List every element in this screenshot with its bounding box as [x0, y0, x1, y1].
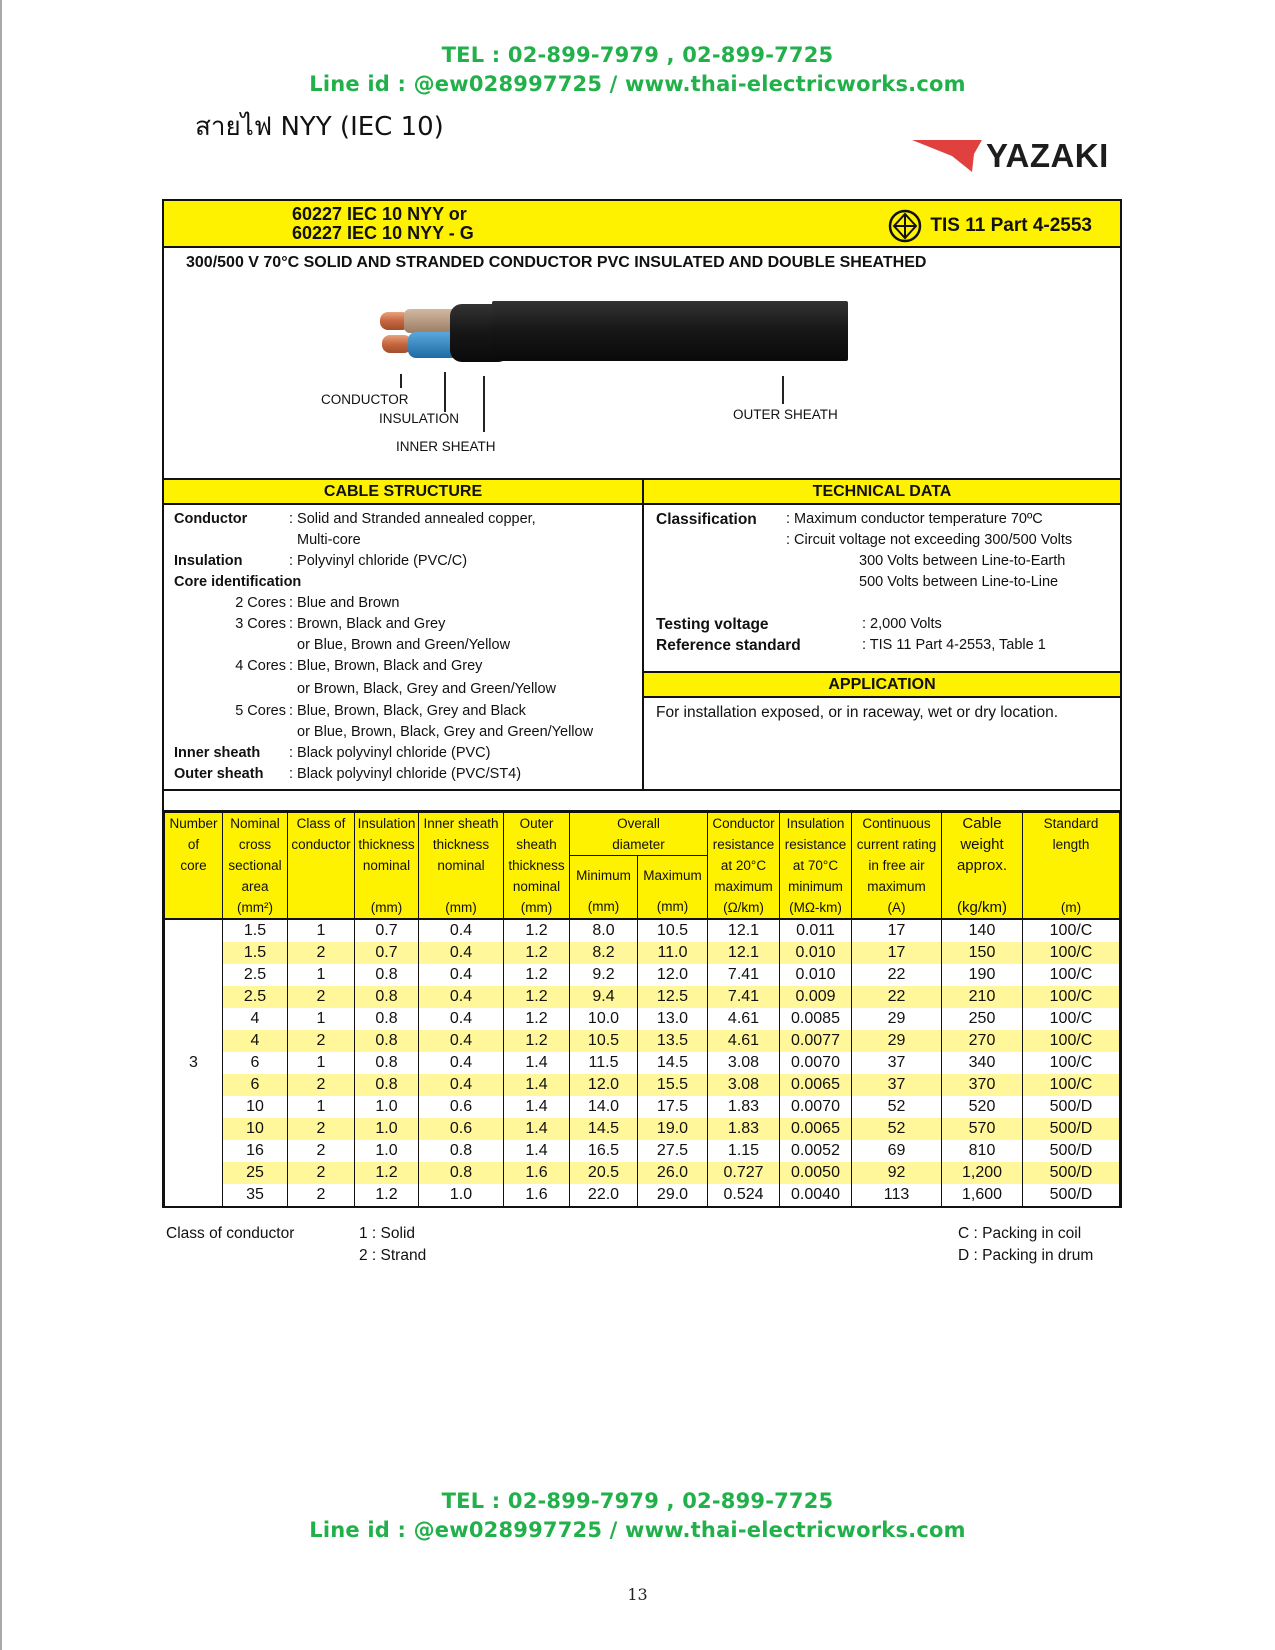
table-cell: 1.2 [504, 1008, 570, 1030]
model-name [292, 205, 474, 243]
table-cell: 14.5 [638, 1052, 708, 1074]
table-cell: 2 [288, 1140, 355, 1162]
testing-voltage-value: : 2,000 Volts [862, 616, 942, 632]
table-cell: 0.8 [355, 964, 419, 986]
outer-sheath-label: Outer sheath [174, 766, 264, 782]
table-cell: 0.7 [355, 942, 419, 964]
table-cell: 1.0 [355, 1118, 419, 1140]
table-cell: 2 [288, 1162, 355, 1184]
table-cell: 0.010 [780, 964, 852, 986]
table-row [165, 1162, 1120, 1184]
testing-voltage-label: Testing voltage [656, 616, 769, 633]
label-outer-sheath: OUTER SHEATH [733, 407, 838, 422]
table-cell: 100/C [1023, 942, 1120, 964]
header-nominal-area: Nominal cross sectional area (mm²) [223, 813, 288, 920]
inner-sheath-pointer [483, 376, 485, 432]
table-cell: 1.0 [419, 1184, 504, 1206]
table-cell: 8.2 [570, 942, 638, 964]
table-row [165, 1118, 1120, 1140]
table-cell: 1.4 [504, 1052, 570, 1074]
tis-standard [888, 209, 1092, 243]
table-cell: 370 [942, 1074, 1023, 1096]
table-cell: 0.8 [355, 1030, 419, 1052]
table-cell: 0.8 [355, 1052, 419, 1074]
section-spacer [164, 791, 1120, 812]
footnote-drum: D : Packing in drum [958, 1247, 1094, 1264]
table-cell: 340 [942, 1052, 1023, 1074]
table-cell: 22 [852, 986, 942, 1008]
yazaki-wedge-icon [912, 138, 984, 174]
table-cell: 100/C [1023, 1052, 1120, 1074]
contact-tel-footer: TEL : 02-899-7979 , 02-899-7725 [441, 1489, 834, 1513]
table-cell: 0.8 [355, 1074, 419, 1096]
table-cell: 2 [288, 1030, 355, 1052]
table-row [165, 1052, 1120, 1074]
header-minimum: Minimum (mm) [570, 856, 638, 920]
core-3-value: : Brown, Black and Grey [289, 616, 446, 632]
inner-sheath-label: Inner sheath [174, 745, 261, 761]
tis-mark-icon [888, 209, 922, 243]
table-cell: 0.4 [419, 1008, 504, 1030]
table-cell: 69 [852, 1140, 942, 1162]
table-cell: 0.4 [419, 942, 504, 964]
model-line-1: 60227 IEC 10 NYY or [292, 204, 467, 224]
table-cell: 2 [288, 986, 355, 1008]
table-cell: 35 [223, 1184, 288, 1206]
table-cell: 1.2 [355, 1162, 419, 1184]
application-title: APPLICATION [644, 671, 1120, 698]
table-row [165, 1096, 1120, 1118]
table-row [165, 1074, 1120, 1096]
table-cell: 12.5 [638, 986, 708, 1008]
table-cell: 270 [942, 1030, 1023, 1052]
core-4-label: 4 Cores [235, 658, 286, 674]
table-cell: 0.4 [419, 1052, 504, 1074]
cable-structure-section [164, 480, 644, 789]
table-cell: 16.5 [570, 1140, 638, 1162]
core-5-alt: or Blue, Brown, Black, Grey and Green/Yellow [297, 724, 594, 740]
core-2-value: : Blue and Brown [289, 595, 400, 611]
cable-subtitle: 300/500 V 70°C SOLID AND STRANDED CONDUCTOR PVC INSULATED AND DOUBLE SHEATHED [186, 254, 927, 271]
table-cell: 0.0050 [780, 1162, 852, 1184]
table-cell: 0.4 [419, 1030, 504, 1052]
header-conductor-resistance: Conductor resistance at 20°C maximum (Ω/km) [708, 813, 780, 920]
core-id-label: Core identification [174, 574, 302, 590]
table-cell: 11.0 [638, 942, 708, 964]
table-cell: 10.5 [638, 919, 708, 942]
table-cell: 0.8 [355, 986, 419, 1008]
table-cell: 113 [852, 1184, 942, 1206]
table-cell: 1.4 [504, 1074, 570, 1096]
classification-2: : Circuit voltage not exceeding 300/500 Volts [786, 532, 1073, 548]
table-cell: 1.0 [355, 1096, 419, 1118]
footnote-packing [958, 1223, 1093, 1267]
contact-line: Line id : @ew028997725 / www.thai-electricworks.com [309, 72, 966, 96]
table-row [165, 919, 1120, 942]
table-cell: 570 [942, 1118, 1023, 1140]
table-cell: 29.0 [638, 1184, 708, 1206]
conductor-blue-core [382, 335, 412, 353]
footnote-strand: 2 : Strand [359, 1247, 427, 1264]
table-row [165, 1008, 1120, 1030]
table-cell: 0.0065 [780, 1118, 852, 1140]
conductor-label: Conductor [174, 511, 248, 527]
spec-sheet [162, 199, 1122, 1208]
label-conductor: CONDUCTOR [321, 392, 409, 407]
page-left-border [0, 0, 2, 1650]
outer-sheath-pointer [782, 376, 784, 404]
table-cell: 3.08 [708, 1074, 780, 1096]
cable-structure-title: CABLE STRUCTURE [164, 480, 642, 505]
table-cell: 1 [288, 919, 355, 942]
header-inner-sheath-thickness: Inner sheath thickness nominal (mm) [419, 813, 504, 920]
table-cell: 0.8 [419, 1140, 504, 1162]
contact-footer [0, 1487, 1275, 1545]
table-cell: 9.2 [570, 964, 638, 986]
table-cell: 140 [942, 919, 1023, 942]
table-cell: 1.2 [504, 964, 570, 986]
table-cell: 1.83 [708, 1096, 780, 1118]
table-cell: 6 [223, 1074, 288, 1096]
table-cell: 92 [852, 1162, 942, 1184]
contact-tel: TEL : 02-899-7979 , 02-899-7725 [441, 43, 834, 67]
header-maximum: Maximum (mm) [638, 856, 708, 920]
table-cell: 0.4 [419, 964, 504, 986]
cable-photo [164, 278, 1120, 480]
label-insulation: INSULATION [379, 411, 460, 426]
table-cell: 14.5 [570, 1118, 638, 1140]
table-cell: 1.15 [708, 1140, 780, 1162]
table-cell: 12.0 [638, 964, 708, 986]
core-2-label: 2 Cores [235, 595, 286, 611]
header-insulation-resistance: Insulation resistance at 70°C minimum (MΩ-km) [780, 813, 852, 920]
table-cell: 25 [223, 1162, 288, 1184]
header-class-of-conductor: Class of conductor [288, 813, 355, 920]
page-title: สายไฟ NYY (IEC 10) [195, 112, 444, 142]
conductor-pointer [400, 374, 402, 388]
table-cell: 0.4 [419, 1074, 504, 1096]
table-cell: 37 [852, 1052, 942, 1074]
table-cell: 1,200 [942, 1162, 1023, 1184]
table-cell: 6 [223, 1052, 288, 1074]
table-cell: 52 [852, 1096, 942, 1118]
table-cell: 13.0 [638, 1008, 708, 1030]
header-overall-diameter: Overall diameter [570, 813, 708, 856]
brand-name: YAZAKI [986, 137, 1109, 174]
table-cell: 10 [223, 1096, 288, 1118]
table-cell: 0.0052 [780, 1140, 852, 1162]
table-cell: 9.4 [570, 986, 638, 1008]
table-row [165, 942, 1120, 964]
core-4-value: : Blue, Brown, Black and Grey [289, 658, 483, 674]
table-cell: 0.4 [419, 919, 504, 942]
core-5-value: : Blue, Brown, Black, Grey and Black [289, 703, 526, 719]
table-cell: 100/C [1023, 1008, 1120, 1030]
core-3-label: 3 Cores [235, 616, 286, 632]
footnote-solid: 1 : Solid [359, 1225, 416, 1242]
table-cell: 250 [942, 1008, 1023, 1030]
core-3-alt: or Blue, Brown and Green/Yellow [297, 637, 511, 653]
table-cell: 2 [288, 1118, 355, 1140]
table-cell: 11.5 [570, 1052, 638, 1074]
table-cell: 100/C [1023, 964, 1120, 986]
inner-sheath-value: : Black polyvinyl chloride (PVC) [289, 745, 491, 761]
table-cell: 500/D [1023, 1118, 1120, 1140]
table-cell: 4.61 [708, 1008, 780, 1030]
table-row [165, 1140, 1120, 1162]
table-cell: 10.5 [570, 1030, 638, 1052]
structure-and-technical [164, 480, 1120, 791]
table-cell: 1.6 [504, 1184, 570, 1206]
table-cell: 0.6 [419, 1118, 504, 1140]
table-cell: 4.61 [708, 1030, 780, 1052]
header-current-rating: Continuous current rating in free air maximum (A) [852, 813, 942, 920]
table-cell: 26.0 [638, 1162, 708, 1184]
table-cell: 190 [942, 964, 1023, 986]
table-cell: 20.5 [570, 1162, 638, 1184]
table-cell: 16 [223, 1140, 288, 1162]
table-cell: 12.0 [570, 1074, 638, 1096]
header-insulation-thickness: Insulation thickness nominal (mm) [355, 813, 419, 920]
table-cell: 0.0085 [780, 1008, 852, 1030]
technical-data-title: TECHNICAL DATA [644, 480, 1120, 505]
table-cell: 1 [288, 1008, 355, 1030]
header-standard-length: Standard length (m) [1023, 813, 1120, 920]
table-cell: 12.1 [708, 942, 780, 964]
tis-label: TIS 11 Part 4-2553 [930, 215, 1092, 236]
table-cell: 22.0 [570, 1184, 638, 1206]
footnote-class-values [359, 1223, 426, 1267]
table-cell: 7.41 [708, 986, 780, 1008]
table-cell: 15.5 [638, 1074, 708, 1096]
insulation-pointer [444, 372, 446, 412]
table-cell: 2 [288, 1074, 355, 1096]
header-number-of-core: Number of core [165, 813, 223, 920]
table-cell: 17 [852, 942, 942, 964]
table-cell: 100/C [1023, 1030, 1120, 1052]
footnote-coil: C : Packing in coil [958, 1225, 1082, 1242]
table-cell: 500/D [1023, 1162, 1120, 1184]
conductor-value: : Solid and Stranded annealed copper, [289, 511, 536, 527]
table-cell: 1 [288, 964, 355, 986]
contact-header [0, 41, 1275, 99]
table-cell: 19.0 [638, 1118, 708, 1140]
table-cell: 1 [288, 1052, 355, 1074]
table-cell: 0.011 [780, 919, 852, 942]
core-count-cell: 3 [165, 919, 223, 1206]
yazaki-logo [912, 137, 1109, 175]
table-cell: 0.009 [780, 986, 852, 1008]
table-cell: 0.727 [708, 1162, 780, 1184]
table-cell: 4 [223, 1030, 288, 1052]
footnote-class-label: Class of conductor [166, 1225, 295, 1242]
table-cell: 1.6 [504, 1162, 570, 1184]
table-cell: 0.0070 [780, 1096, 852, 1118]
table-cell: 810 [942, 1140, 1023, 1162]
table-cell: 8.0 [570, 919, 638, 942]
table-cell: 1.2 [504, 986, 570, 1008]
insulation-label: Insulation [174, 553, 243, 569]
classification-1: : Maximum conductor temperature 70ºC [786, 511, 1043, 527]
reference-standard-label: Reference standard [656, 637, 801, 654]
table-row [165, 964, 1120, 986]
table-cell: 1.0 [355, 1140, 419, 1162]
table-cell: 10.0 [570, 1008, 638, 1030]
label-inner-sheath: INNER SHEATH [396, 439, 496, 454]
table-cell: 0.8 [419, 1162, 504, 1184]
outer-sheath [492, 301, 848, 361]
table-cell: 3.08 [708, 1052, 780, 1074]
table-cell: 27.5 [638, 1140, 708, 1162]
table-cell: 7.41 [708, 964, 780, 986]
table-cell: 1.4 [504, 1140, 570, 1162]
table-cell: 14.0 [570, 1096, 638, 1118]
table-cell: 500/D [1023, 1096, 1120, 1118]
application-text: For installation exposed, or in raceway, wet or dry location. [656, 704, 1059, 721]
table-cell: 22 [852, 964, 942, 986]
header-outer-sheath-thickness: Outer sheath thickness nominal (mm) [504, 813, 570, 920]
core-4-alt: or Brown, Black, Grey and Green/Yellow [297, 681, 556, 697]
table-cell: 100/C [1023, 1074, 1120, 1096]
reference-standard-value: : TIS 11 Part 4-2553, Table 1 [862, 637, 1046, 653]
table-cell: 520 [942, 1096, 1023, 1118]
table-cell: 0.4 [419, 986, 504, 1008]
technical-data-section [644, 480, 1120, 789]
table-cell: 1,600 [942, 1184, 1023, 1206]
table-row [165, 1184, 1120, 1206]
contact-line-footer: Line id : @ew028997725 / www.thai-electricworks.com [309, 1518, 966, 1542]
table-cell: 52 [852, 1118, 942, 1140]
classification-3: 300 Volts between Line-to-Earth [859, 553, 1066, 569]
table-cell: 210 [942, 986, 1023, 1008]
table-cell: 0.524 [708, 1184, 780, 1206]
table-cell: 0.7 [355, 919, 419, 942]
table-cell: 1.5 [223, 919, 288, 942]
table-cell: 2.5 [223, 986, 288, 1008]
table-cell: 17 [852, 919, 942, 942]
table-cell: 1.2 [504, 919, 570, 942]
table-cell: 2 [288, 1184, 355, 1206]
table-cell: 0.010 [780, 942, 852, 964]
table-cell: 13.5 [638, 1030, 708, 1052]
table-cell: 0.6 [419, 1096, 504, 1118]
table-cell: 1.4 [504, 1096, 570, 1118]
table-cell: 1.5 [223, 942, 288, 964]
table-body [165, 919, 1120, 1206]
spec-header [164, 201, 1120, 248]
table-cell: 29 [852, 1008, 942, 1030]
model-line-2: 60227 IEC 10 NYY - G [292, 223, 474, 243]
table-cell: 17.5 [638, 1096, 708, 1118]
table-cell: 1.83 [708, 1118, 780, 1140]
table-cell: 0.0077 [780, 1030, 852, 1052]
table-cell: 2 [288, 942, 355, 964]
table-cell: 100/C [1023, 986, 1120, 1008]
header-cable-weight: Cable weight approx. (kg/km) [942, 813, 1023, 920]
outer-sheath-value: : Black polyvinyl chloride (PVC/ST4) [289, 766, 522, 782]
cable-spec-table [164, 812, 1120, 1206]
table-cell: 12.1 [708, 919, 780, 942]
table-cell: 2.5 [223, 964, 288, 986]
insulation-value: : Polyvinyl chloride (PVC/C) [289, 553, 468, 569]
table-cell: 37 [852, 1074, 942, 1096]
table-row [165, 1030, 1120, 1052]
table-cell: 0.0065 [780, 1074, 852, 1096]
table-cell: 150 [942, 942, 1023, 964]
table-cell: 1.2 [355, 1184, 419, 1206]
page-number: 13 [627, 1585, 648, 1604]
table-cell: 500/D [1023, 1184, 1120, 1206]
conductor-value-2: Multi-core [297, 532, 361, 548]
classification-4: 500 Volts between Line-to-Line [859, 574, 1059, 590]
cable-illustration [164, 278, 1120, 478]
table-cell: 0.0040 [780, 1184, 852, 1206]
table-cell: 1 [288, 1096, 355, 1118]
table-cell: 1.2 [504, 1030, 570, 1052]
table-cell: 29 [852, 1030, 942, 1052]
table-cell: 1.4 [504, 1118, 570, 1140]
table-cell: 1.2 [504, 942, 570, 964]
table-cell: 4 [223, 1008, 288, 1030]
classification-label: Classification [656, 511, 757, 528]
core-5-label: 5 Cores [235, 703, 286, 719]
table-row [165, 986, 1120, 1008]
table-cell: 0.8 [355, 1008, 419, 1030]
table-cell: 0.0070 [780, 1052, 852, 1074]
table-cell: 10 [223, 1118, 288, 1140]
table-cell: 500/D [1023, 1140, 1120, 1162]
table-cell: 100/C [1023, 919, 1120, 942]
